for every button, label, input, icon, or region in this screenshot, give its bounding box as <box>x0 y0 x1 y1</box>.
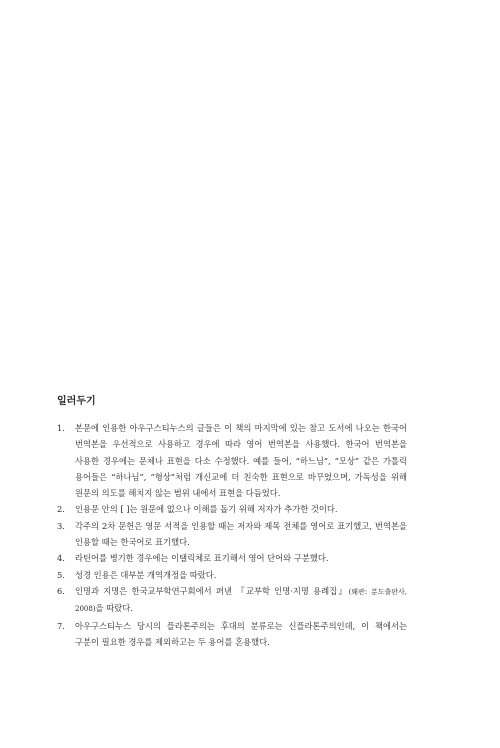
note-text-main: 인명과 지명은 한국교부학연구회에서 펴낸 『교부학 인명·지명 용례집』 <box>75 585 349 596</box>
note-text-end: 을 따랐다. <box>95 603 133 614</box>
note-number: 4. <box>57 553 65 564</box>
notes-list <box>57 420 407 650</box>
editorial-notes <box>57 395 407 650</box>
note-number: 3. <box>57 520 65 531</box>
note-number: 7. <box>57 620 65 631</box>
note-number: 5. <box>57 569 65 580</box>
note-item-2 <box>57 501 407 517</box>
note-text: 인용문 안의 [ ]는 원문에 없으나 이해를 돕기 위해 저자가 추가한 것이다. <box>75 504 338 515</box>
note-number: 6. <box>57 585 65 596</box>
note-item-1 <box>57 420 407 501</box>
note-item-4 <box>57 550 407 566</box>
note-text: 각주의 2차 문헌은 영문 서적을 인용할 때는 저자와 제목 전체를 영어로 표기했고, 번역본을 인용할 때는 한국어로 표기했다. <box>75 520 407 548</box>
note-item-3 <box>57 518 407 551</box>
note-item-6 <box>57 583 407 618</box>
note-text: 아우구스티누스 당시의 플라톤주의는 후대의 분류로는 신플라톤주의인데, 이 책에서는 구분이 필요한 경우를 제외하고는 두 용어를 혼용했다. <box>75 620 407 647</box>
note-text: 성경 인용은 대부분 개역개정을 따랐다. <box>75 569 217 580</box>
note-text-publisher: (왜관: 분도출판사, 2008) <box>75 587 408 614</box>
note-item-7 <box>57 618 407 651</box>
note-number: 1. <box>57 423 65 433</box>
notes-heading: 일러두기 <box>57 396 96 407</box>
note-text: 라틴어를 병기한 경우에는 이탤릭체로 표기해서 영어 단어와 구분했다. <box>75 553 329 564</box>
note-text: 본문에 인용한 아우구스티누스의 글들은 이 책의 마지막에 있는 참고 도서에 나오는 한국어 번역본을 우선적으로 사용하고 경우에 따라 영어 번역본을 사용했다. 한국어 번역본을 사용한 경우에는 문체나 표현을 다소 수정했다. 예를 들어, “하느님”, “모상” 같은 가톨릭 용어들은 “하나님”, “형상”처럼 개신교에 더 친숙한 표현으로 바꾸었으며, 가독성을 위해 원문의 의도를 해치지 않는 범위 내에서 표현을 다듬었다. <box>75 423 407 499</box>
note-text <box>75 583 407 618</box>
note-item-5 <box>57 567 407 583</box>
note-number: 2. <box>57 504 65 515</box>
